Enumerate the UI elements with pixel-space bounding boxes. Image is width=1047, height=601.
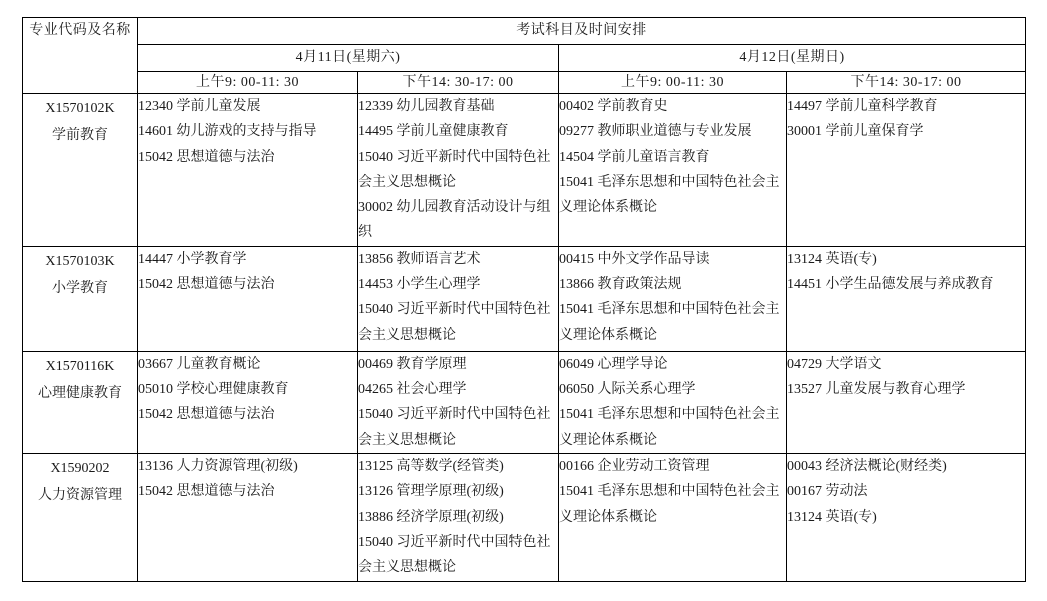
- courses-sat-afternoon: [358, 246, 559, 351]
- course-item: 14453 小学生心理学: [358, 277, 481, 293]
- course-item: 15041 毛泽东思想和中国特色社会主义理论体系概论: [559, 302, 780, 343]
- course-item: 05010 学校心理健康教育: [138, 382, 289, 398]
- major-cell: [23, 453, 138, 581]
- courses-sun-afternoon: [787, 453, 1026, 581]
- course-item: 12340 学前儿童发展: [138, 99, 261, 114]
- courses-sun-afternoon: [787, 94, 1026, 247]
- corner-header-major-code: 专业代码及名称: [23, 18, 138, 94]
- course-item: 13126 管理学原理(初级): [358, 484, 504, 500]
- courses-sat-afternoon: [358, 94, 559, 247]
- course-item: 09277 教师职业道德与专业发展: [559, 124, 752, 140]
- course-item: 15041 毛泽东思想和中国特色社会主义理论体系概论: [559, 407, 780, 448]
- course-item: 04265 社会心理学: [358, 382, 467, 398]
- course-item: 15042 思想道德与法治: [138, 277, 275, 293]
- table-row-human-resource-management: [23, 453, 1026, 581]
- course-item: 04729 大学语文: [787, 356, 882, 372]
- courses-sun-afternoon: [787, 246, 1026, 351]
- header-row-days: [23, 45, 1026, 72]
- day-header-april-11: 4月11日(星期六): [138, 45, 559, 72]
- major-cell: [23, 351, 138, 453]
- courses-sat-afternoon: [358, 453, 559, 581]
- course-item: 14495 学前儿童健康教育: [358, 124, 509, 140]
- courses-sun-morning: [559, 94, 787, 247]
- courses-sat-afternoon: [358, 351, 559, 453]
- session-header-sat-afternoon: 下午14: 30-17: 00: [358, 72, 559, 94]
- courses-sun-morning: [559, 246, 787, 351]
- exam-schedule-table: [22, 17, 1026, 582]
- course-item: 14451 小学生品德发展与养成教育: [787, 277, 994, 293]
- course-item: 13527 儿童发展与教育心理学: [787, 382, 966, 398]
- table-row-preschool-education: [23, 94, 1026, 247]
- major-name: 心理健康教育: [38, 385, 122, 401]
- major-name: 小学教育: [52, 280, 108, 296]
- course-item: 12339 幼儿园教育基础: [358, 99, 495, 114]
- course-item: 14504 学前儿童语言教育: [559, 149, 710, 165]
- course-item: 14497 学前儿童科学教育: [787, 99, 938, 114]
- header-row-main: [23, 18, 1026, 45]
- course-item: 15040 习近平新时代中国特色社会主义思想概论: [358, 302, 551, 343]
- course-item: 00415 中外文学作品导读: [559, 251, 710, 267]
- main-header-exam-schedule: 考试科目及时间安排: [138, 18, 1026, 45]
- courses-sat-morning: [138, 453, 358, 581]
- course-item: 14447 小学教育学: [138, 251, 247, 267]
- course-item: 15041 毛泽东思想和中国特色社会主义理论体系概论: [559, 174, 780, 216]
- session-header-sun-afternoon: 下午14: 30-17: 00: [787, 72, 1026, 94]
- major-name: 学前教育: [52, 128, 108, 143]
- major-cell: [23, 94, 138, 247]
- courses-sat-morning: [138, 351, 358, 453]
- courses-sat-morning: [138, 246, 358, 351]
- course-item: 13856 教师语言艺术: [358, 251, 481, 267]
- major-code: X1570116K: [45, 358, 115, 374]
- course-item: 00166 企业劳动工资管理: [559, 458, 710, 474]
- course-item: 13125 高等数学(经管类): [358, 458, 504, 474]
- courses-sun-afternoon: [787, 351, 1026, 453]
- course-item: 03667 儿童教育概论: [138, 356, 261, 372]
- courses-sun-morning: [559, 351, 787, 453]
- course-item: 00043 经济法概论(财经类): [787, 458, 947, 474]
- course-item: 15040 习近平新时代中国特色社会主义思想概论: [358, 407, 551, 448]
- course-item: 15041 毛泽东思想和中国特色社会主义理论体系概论: [559, 484, 780, 525]
- major-code: X1570102K: [45, 101, 115, 116]
- major-code: X1590202: [50, 460, 110, 476]
- course-item: 15042 思想道德与法治: [138, 407, 275, 423]
- major-name: 人力资源管理: [38, 487, 122, 503]
- course-item: 30002 幼儿园教育活动设计与组织: [358, 200, 551, 241]
- course-item: 06050 人际关系心理学: [559, 382, 696, 398]
- major-code: X1570103K: [45, 253, 115, 269]
- course-item: 06049 心理学导论: [559, 356, 668, 372]
- course-item: 00402 学前教育史: [559, 99, 668, 114]
- course-item: 13124 英语(专): [787, 251, 877, 267]
- table-row-primary-education: [23, 246, 1026, 351]
- major-cell: [23, 246, 138, 351]
- course-item: 30001 学前儿童保育学: [787, 124, 924, 140]
- course-item: 13866 教育政策法规: [559, 277, 682, 293]
- course-item: 00167 劳动法: [787, 484, 868, 500]
- course-item: 15042 思想道德与法治: [138, 484, 275, 500]
- courses-sat-morning: [138, 94, 358, 247]
- table-row-mental-health-education: [23, 351, 1026, 453]
- course-item: 15042 思想道德与法治: [138, 149, 275, 165]
- course-item: 13124 英语(专): [787, 509, 877, 525]
- course-item: 13886 经济学原理(初级): [358, 509, 504, 525]
- course-item: 00469 教育学原理: [358, 356, 467, 372]
- day-header-april-12: 4月12日(星期日): [559, 45, 1026, 72]
- header-row-sessions: [23, 72, 1026, 94]
- courses-sun-morning: [559, 453, 787, 581]
- session-header-sun-morning: 上午9: 00-11: 30: [559, 72, 787, 94]
- course-item: 13136 人力资源管理(初级): [138, 458, 298, 474]
- session-header-sat-morning: 上午9: 00-11: 30: [138, 72, 358, 94]
- course-item: 15040 习近平新时代中国特色社会主义思想概论: [358, 534, 551, 576]
- course-item: 14601 幼儿游戏的支持与指导: [138, 124, 317, 140]
- course-item: 15040 习近平新时代中国特色社会主义思想概论: [358, 149, 551, 190]
